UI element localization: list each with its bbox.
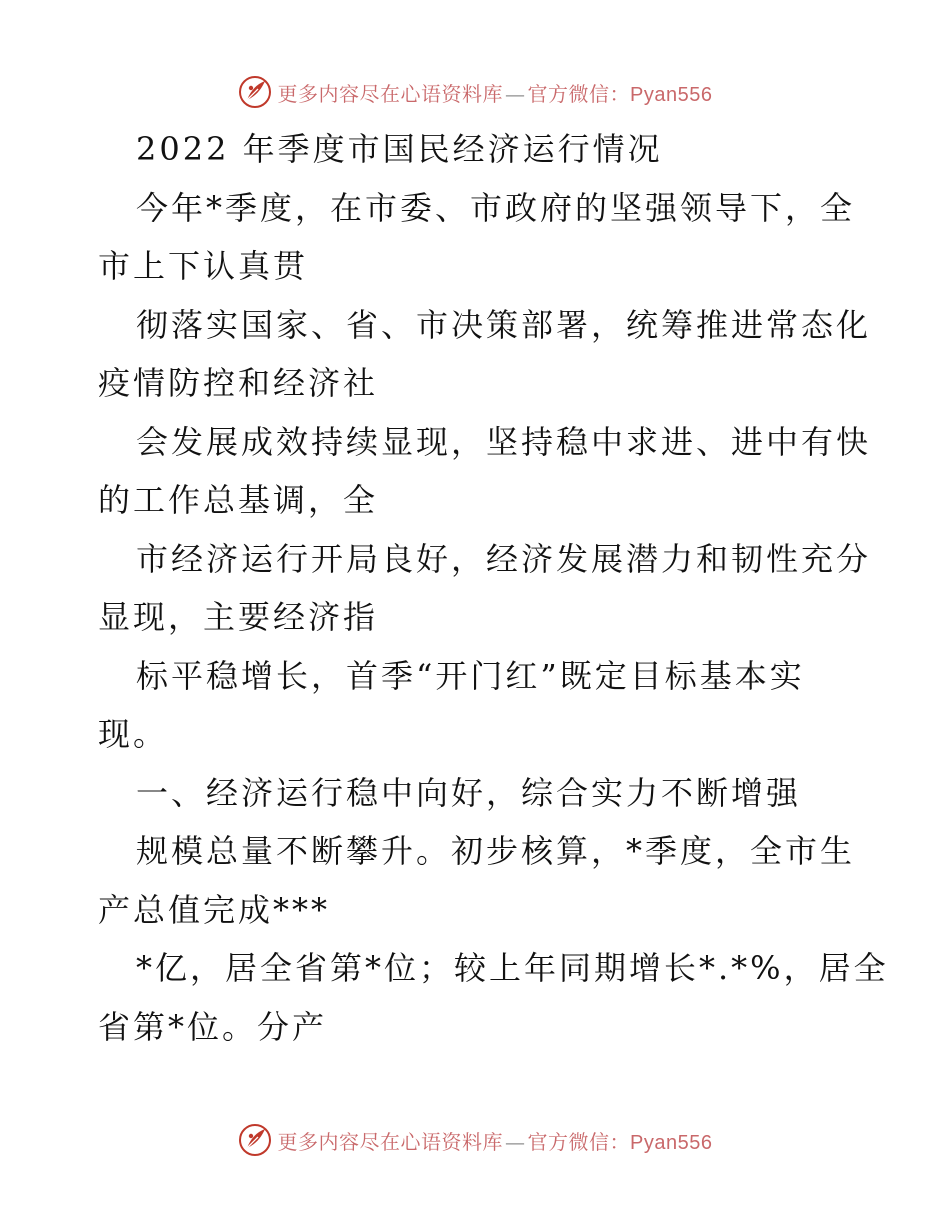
text-line: 规模总量不断攀升。初步核算，*季度，全市生 <box>136 832 856 870</box>
text-line: 市经济运行开局良好，经济发展潜力和韧性充分 <box>136 539 872 578</box>
watermark-text: 更多内容尽在心语资料库 — 官方微信：Pyan556 <box>277 1129 713 1154</box>
header-watermark <box>0 72 950 112</box>
text-line: 今年*季度，在市委、市政府的坚强领导下，全 <box>136 188 856 227</box>
feather-pen-logo-icon <box>238 75 272 109</box>
text-line: 的工作总基调，全 <box>98 481 379 519</box>
text-line: 市上下认真贯 <box>98 247 309 285</box>
text-line: 彻落实国家、省、市决策部署，统筹推进常态化 <box>136 305 872 344</box>
text-line: 会发展成效持续显现，坚持稳中求进、进中有快 <box>136 422 872 461</box>
text-line: 标平稳增长，首季“开门红”既定目标基本实 <box>136 656 805 695</box>
document-body <box>98 120 889 1056</box>
feather-pen-logo-icon <box>238 1123 272 1157</box>
text-line: 2022 年季度市国民经济运行情况 <box>136 130 663 168</box>
text-line: 产总值完成*** <box>98 890 331 929</box>
text-line: 疫情防控和经济社 <box>98 364 379 402</box>
text-line: *亿，居全省第*位；较上年同期增长*.*%，居全 <box>136 949 889 987</box>
text-line: 显现，主要经济指 <box>98 598 379 636</box>
text-line: 现。 <box>98 715 169 753</box>
watermark-text: 更多内容尽在心语资料库 — 官方微信：Pyan556 <box>277 81 713 106</box>
text-line: 一、经济运行稳中向好，综合实力不断增强 <box>136 773 802 812</box>
footer-watermark <box>0 1120 950 1160</box>
text-line: 省第*位。分产 <box>98 1007 328 1046</box>
